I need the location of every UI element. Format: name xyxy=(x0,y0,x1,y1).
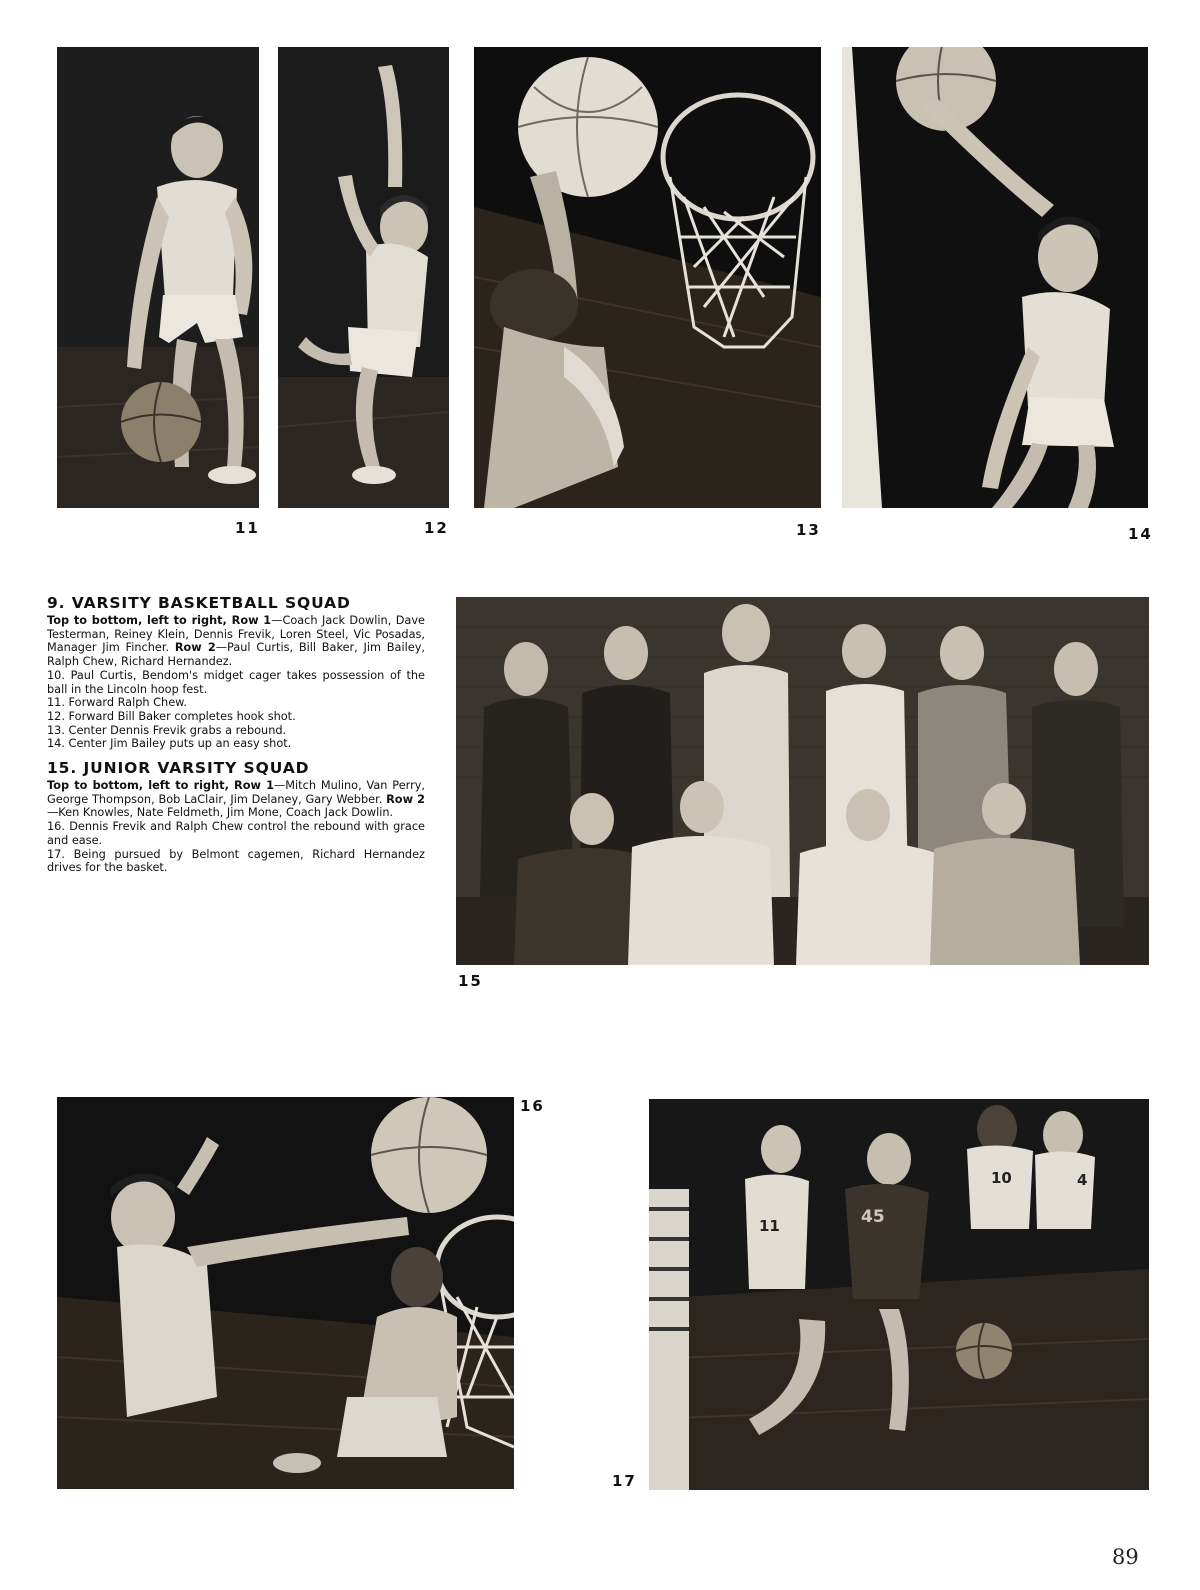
varsity-squad-heading: 9. VARSITY BASKETBALL SQUAD xyxy=(47,594,351,612)
jersey-number-4: 4 xyxy=(1077,1171,1088,1189)
photo-16-rebound-control xyxy=(57,1097,514,1489)
page-number: 89 xyxy=(1112,1545,1139,1569)
caption-16: 16. Dennis Frevik and Ralph Chew control the rebound with grace and ease. xyxy=(47,820,425,847)
jv-row1: —Mitch Mulino, Van Perry, George Thompson, Bob LaClair, Jim Delaney, Gary Webber. xyxy=(47,779,426,806)
caption-14: 14. Center Jim Bailey puts up an easy shot. xyxy=(47,737,292,751)
jersey-number-11: 11 xyxy=(759,1217,780,1235)
photo-14-jim-bailey xyxy=(842,47,1148,508)
photo-number-17: 17 xyxy=(612,1472,637,1490)
photo-number-12: 12 xyxy=(424,519,449,537)
captions-block xyxy=(47,594,425,875)
photo-11-ralph-chew xyxy=(57,47,259,508)
caption-12: 12. Forward Bill Baker completes hook shot. xyxy=(47,709,296,723)
photo-17-drive-for-basket xyxy=(649,1099,1149,1490)
jv-row2: —Ken Knowles, Nate Feldmeth, Jim Mone, Coach Jack Dowlin. xyxy=(47,806,394,820)
caption-17: 17. Being pursued by Belmont cagemen, Richard Hernandez drives for the basket. xyxy=(47,847,425,875)
jv-squad-roster xyxy=(47,779,425,820)
caption-10: 10. Paul Curtis, Bendom's midget cager takes possession of the ball in the Lincoln hoop fest. xyxy=(47,668,425,696)
varsity-row2-label: Row 2 xyxy=(174,641,216,655)
varsity-row1: —Coach Jack Dowlin, Dave Testerman, Reiney Klein, Dennis Frevik, Loren Steel, Vic Posadas, Manager Jim Fincher. xyxy=(47,614,425,655)
photo-number-14: 14 xyxy=(1128,525,1153,543)
varsity-squad-roster xyxy=(47,614,425,669)
jersey-number-10: 10 xyxy=(991,1169,1012,1187)
photo-number-13: 13 xyxy=(796,521,821,539)
jv-row2-label: Row 2 xyxy=(386,792,425,806)
jv-squad-heading: 15. JUNIOR VARSITY SQUAD xyxy=(47,759,310,778)
photo-number-16: 16 xyxy=(520,1097,545,1115)
photo-12-bill-baker xyxy=(278,47,449,508)
photo-13-dennis-frevik xyxy=(474,47,821,508)
varsity-row2: —Paul Curtis, Bill Baker, Jim Bailey, Ralph Chew, Richard Hernandez. xyxy=(47,641,425,669)
jv-lead: Top to bottom, left to right, Row 1 xyxy=(47,779,274,793)
jersey-number-45: 45 xyxy=(861,1207,885,1227)
varsity-lead: Top to bottom, left to right, Row 1 xyxy=(47,614,272,627)
caption-11: 11. Forward Ralph Chew. xyxy=(47,696,187,710)
caption-13: 13. Center Dennis Frevik grabs a rebound. xyxy=(47,723,287,737)
photo-number-11: 11 xyxy=(235,519,260,537)
photo-number-15: 15 xyxy=(458,972,483,990)
photo-15-junior-varsity-squad xyxy=(456,597,1149,965)
